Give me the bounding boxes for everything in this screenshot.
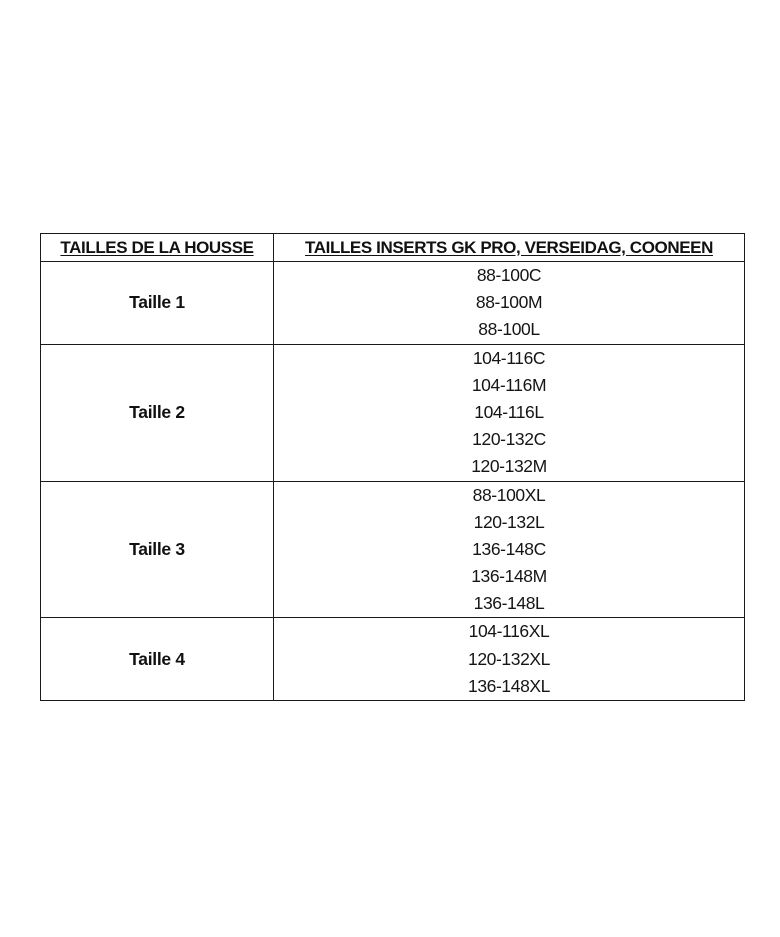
insert-size: 88-100C xyxy=(476,265,542,285)
insert-sizes-cell xyxy=(274,618,745,701)
cover-size-cell: Taille 1 xyxy=(41,262,274,345)
insert-sizes-cell xyxy=(274,481,745,618)
header-cover-sizes: TAILLES DE LA HOUSSE xyxy=(41,234,274,262)
table-row xyxy=(41,344,745,481)
insert-size: 88-100XL xyxy=(472,484,546,505)
header-row xyxy=(41,234,745,262)
table-row xyxy=(41,262,745,345)
insert-size: 120-132C xyxy=(472,429,546,450)
insert-size: 136-148C xyxy=(472,538,546,559)
table-row xyxy=(41,618,745,701)
insert-size: 136-148XL xyxy=(467,675,551,696)
cover-size-cell: Taille 3 xyxy=(41,481,274,618)
table-header xyxy=(41,234,745,262)
insert-size: 136-148M xyxy=(471,566,547,587)
insert-size: 120-132L xyxy=(473,511,545,532)
cover-size-cell: Taille 2 xyxy=(41,344,274,481)
insert-size: 88-100L xyxy=(478,319,540,340)
insert-size: 120-132XL xyxy=(467,648,551,669)
insert-size: 104-116M xyxy=(471,374,547,395)
insert-size: 104-116C xyxy=(472,347,546,368)
cover-size-cell: Taille 4 xyxy=(41,618,274,701)
insert-size: 120-132M xyxy=(471,456,547,477)
header-insert-sizes: TAILLES INSERTS GK PRO, VERSEIDAG, COONEEN xyxy=(274,234,745,262)
insert-size: 136-148L xyxy=(473,593,545,614)
table-row xyxy=(41,481,745,618)
insert-sizes-cell xyxy=(274,262,745,345)
insert-sizes-cell xyxy=(274,344,745,481)
size-chart-table xyxy=(40,233,745,701)
insert-size: 88-100M xyxy=(475,292,543,313)
insert-size: 104-116XL xyxy=(468,621,550,642)
insert-size: 104-116L xyxy=(474,401,544,422)
